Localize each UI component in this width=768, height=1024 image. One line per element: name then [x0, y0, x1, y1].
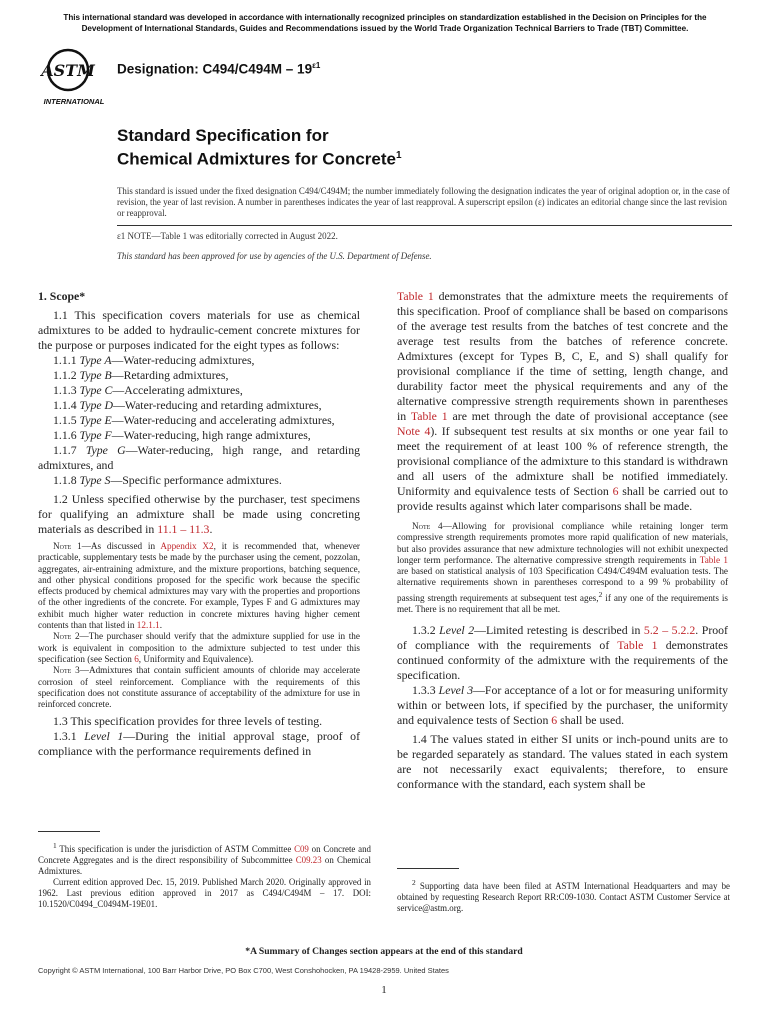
- note-2: Note 2—The purchaser should verify that the admixture supplied for use in the work is equivalent in composition to the admixture subjected to test under this specification (see Section 6, Uniformity and Equivalence).: [38, 631, 360, 664]
- paragraph-1-3-1-cont: Table 1 demonstrates that the admixture meets the requirements of this specification. Proof of compliance shall be based on comparisons of the average test results from the batches of test concrete and the average test results from the batches of reference concrete. Admixtures (except for Types B, C, E, and S) shall qualify for provisional compliance if the time of setting, length change, and durability factor meet the physical requirements and any of the alternative compressive strength requirements shown in parentheses in Table 1 are met through the date of provisional acceptance (see Note 4). If subsequent test results at six months or one year fail to meet the requirement of at least 100 % of reference strength, the provisional compliance of the admixture to this standard is withdrawn and all users of the admixture shall be notified immediately. Uniformity and equivalence tests of Section 6 shall be carried out to provide results against which later comparisons shall be made.: [397, 289, 729, 513]
- link-appendix-x2[interactable]: Appendix X2: [160, 541, 214, 551]
- issued-statement: This standard is issued under the fixed designation C494/C494M; the number immediately following the designation indicates the year of original adoption or, in the case of revision, the year of last revision. A number in parentheses indicates the year of last reapproval. A superscript epsilon (ε) indicates an editorial change since the last revision or reapproval.: [117, 186, 730, 218]
- type-list: [38, 353, 360, 488]
- link-11-1[interactable]: 11.1 – 11.3: [157, 522, 210, 536]
- designation-sup: ε1: [312, 61, 321, 70]
- link-note-4[interactable]: Note 4: [397, 424, 431, 438]
- designation-label: Designation: C494/C494M – 19: [117, 61, 313, 77]
- type-item: 1.1.4 Type D—Water-reducing and retarding admixtures,: [53, 398, 322, 412]
- note-3: Note 3—Admixtures that contain sufficient amounts of chloride may accelerate corrosion of steel reinforcement. Compliance with the requirements of this specification does not constitute assurance of acceptability of the admixture for use in reinforced concrete.: [38, 665, 360, 710]
- divider: [117, 225, 732, 226]
- footnote-divider: [38, 831, 100, 832]
- paragraph-1-3-3: 1.3.3 Level 3—For acceptance of a lot or for measuring uniformity within or between lots, if specified by the purchaser, the uniformity and equivalence tests of Section 6 shall be used.: [397, 683, 728, 728]
- scope-heading: 1. Scope*: [38, 289, 86, 303]
- logo-letters: ASTM: [41, 61, 95, 80]
- paragraph-1-1: 1.1 This specification covers materials for use as chemical admixtures to be added to hydraulic-cement concrete mixtures for the purpose or purposes indicated for the eight types as follows:: [38, 308, 360, 352]
- paragraph-1-3-2: 1.3.2 Level 2—Limited retesting is described in 5.2 – 5.2.2. Proof of compliance with the requirements of Table 1 demonstrates continued conformity of the admixture with the requirements of the specification.: [397, 623, 728, 683]
- footnote-2: $^2$ Supporting data have been filed at ASTM International Headquarters and may be obtained by requesting Research Report RR:C09-1030. Contact ASTM Customer Service at service@astm.org.: [397, 878, 730, 913]
- link-section-6[interactable]: 6: [551, 713, 558, 728]
- title-line1: Standard Specification for: [117, 126, 329, 145]
- footnote-1-edition: Current edition approved Dec. 15, 2019. Published March 2020. Originally approved in 1962. Last previous edition approved in 2017 as C494/C494M – 17. DOI: 10.1520/C0494_C0494M-19E01.: [38, 876, 371, 909]
- link-table-1[interactable]: Table 1: [410, 409, 448, 423]
- astm-logo: [40, 48, 112, 108]
- link-table-1[interactable]: Table 1: [699, 554, 728, 565]
- link-c09-23[interactable]: C09.23: [295, 854, 322, 865]
- type-item: 1.1.2 Type B—Retarding admixtures,: [53, 368, 229, 382]
- title-line2: Chemical Admixtures for Concrete: [117, 149, 396, 169]
- link-5-2[interactable]: 5.2 – 5.2.2: [643, 623, 696, 638]
- paragraph-1-3-1: 1.3.1 Level 1—During the initial approval stage, proof of compliance with the performance requirements defined in: [38, 729, 361, 759]
- note-1: Note 1—As discussed in Appendix X2, it is recommended that, whenever practicable, supplementary tests be made by the purchaser using the cement, pozzolan, aggregates, air-entraining admixture, and the mixture proportions, batching sequence, and other physical conditions proposed for the specific work because the specific effects produced by chemical admixtures may vary with the properties and proportions of the other ingredients of the concrete. For example, Types F and G admixtures may exhibit much higher water reduction in concrete mixtures having higher cement contents than that listed in 12.1.1.: [38, 541, 360, 631]
- link-section-6[interactable]: 6: [612, 484, 619, 498]
- type-item: 1.1.3 Type C—Accelerating admixtures,: [53, 383, 243, 397]
- link-table-1[interactable]: Table 1: [397, 289, 434, 303]
- summary-of-changes-note: *A Summary of Changes section appears at the end of this standard: [245, 946, 523, 957]
- link-table-1[interactable]: Table 1: [617, 638, 658, 653]
- page-title: [117, 126, 402, 170]
- editorial-note: ε1 NOTE—Table 1 was editorially corrected in August 2022.: [117, 231, 338, 241]
- link-section-6[interactable]: 6: [134, 653, 139, 664]
- top-notice: This international standard was developed in accordance with internationally recognized principles on standardization established in the Decision on Principles for the Development of International Standards, Guides and Recommendations issued by the World Trade Organization Technical Barriers to Trade (TBT) Committee.: [63, 13, 707, 33]
- paragraph-1-4: 1.4 The values stated in either SI units or inch-pound units are to be regarded separately as standard. The values stated in each system are not necessarily exact equivalents; therefore, to ensure conformance with the standard, each system shall be: [397, 732, 728, 792]
- paragraph-1-3: 1.3 This specification provides for three levels of testing.: [53, 714, 323, 729]
- type-item: 1.1.1 Type A—Water-reducing admixtures,: [53, 353, 255, 367]
- footnote-divider: [397, 868, 459, 869]
- note-4: Note 4—Allowing for provisional compliance while retaining longer term compressive strength requirements promotes more rapid qualification of new materials, but also provides assurance that new admixture technologies will not exhibit unexpected longer term performance. The alternative compressive strength requirements in Table 1 are based on statistical analysis of 103 Specification C494/C494M evaluation tests. The alternative requirements shown in parentheses correspond to a 99 % probability of passing strength requirements at subsequent test ages,$^2$ if any one of the requirements is met. There is no requirement that all be met.: [397, 521, 728, 615]
- left-column: [38, 289, 360, 759]
- type-item: 1.1.5 Type E—Water-reducing and accelerating admixtures,: [53, 413, 335, 427]
- designation: [117, 61, 320, 77]
- type-item: 1.1.7 Type G—Water-reducing, high range, and retarding admixtures, and: [38, 443, 361, 472]
- page-number: 1: [381, 984, 387, 996]
- astm-logo-icon: [40, 48, 112, 108]
- link-c09[interactable]: C09: [294, 843, 309, 854]
- footnote-1: $^1$ This specification is under the jurisdiction of ASTM Committee C09 on Concrete and Concrete Aggregates and is the direct responsibility of Subcommittee C09.23 on Chemical Admixtures. Current edition approved Dec. 15, 2019. Published March 2020. Originally approved in 1962. Last previous edition approved in 2017 as C494/C494M – 17. DOI: 10.1520/C0494_C0494M-19E01.: [38, 841, 371, 909]
- paragraph-1-2: 1.2 Unless specified otherwise by the purchaser, test specimens for qualifying an admixture shall be made using concreting materials as described in 11.1 – 11.3.: [38, 492, 360, 536]
- footnote-ref-2[interactable]: 2: [598, 589, 603, 599]
- title-footnote-ref[interactable]: 1: [396, 150, 402, 161]
- type-item: 1.1.8 Type S—Specific performance admixtures.: [53, 473, 282, 487]
- link-12-1-1[interactable]: 12.1.1: [136, 620, 160, 631]
- type-item: 1.1.6 Type F—Water-reducing, high range admixtures,: [53, 428, 311, 442]
- logo-text: INTERNATIONAL: [43, 97, 105, 106]
- right-column: [397, 289, 728, 792]
- dod-note: This standard has been approved for use by agencies of the U.S. Department of Defense.: [117, 251, 432, 261]
- copyright: Copyright © ASTM International, 100 Barr Harbor Drive, PO Box C700, West Conshohocken, PA 19428-2959. United States: [38, 966, 449, 975]
